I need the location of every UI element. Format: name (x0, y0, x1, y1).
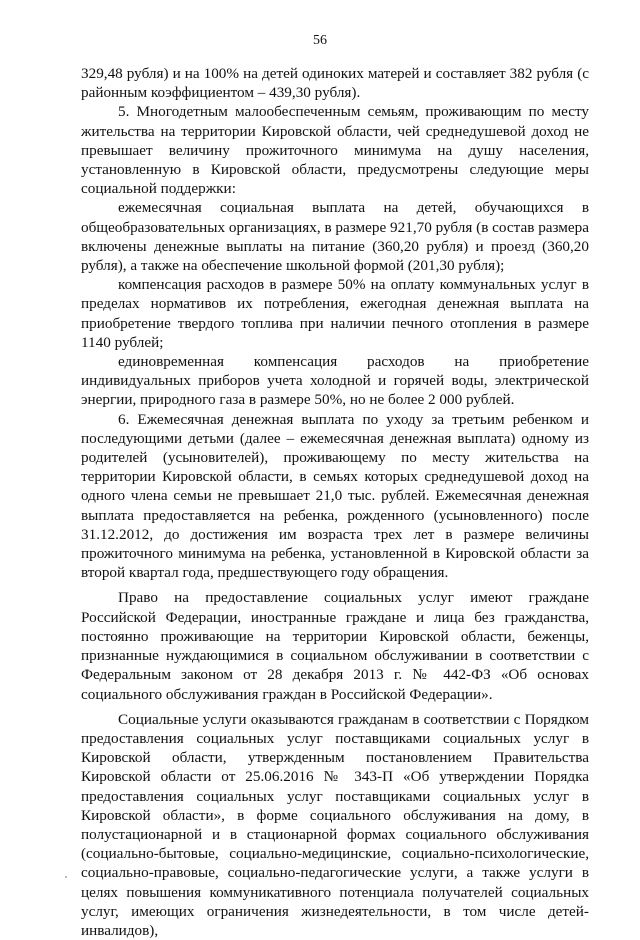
paragraph-item-5: 5. Многодетным малообеспеченным семьям, проживающим по месту жительства на территории Кировской области, чей среднедушевой доход не превышает величину прожиточного минимума на душу населения, установленную в Кировской области, предусмотрены следующие меры социальной поддержки: (81, 103, 589, 198)
page-number: 56 (313, 33, 327, 48)
scan-speck (65, 876, 67, 878)
paragraph-school-payment: ежемесячная социальная выплата на детей, обучающихся в общеобразовательных организациях, в размере 921,70 рубля (в состав размера включены денежные выплаты на питание (360,20 рубля) и проезд (360,20 рубля), а также на обеспечение школьной формой (201,30 рубля); (81, 199, 589, 275)
paragraph-social-services-right: Право на предоставление социальных услуг имеют граждане Российской Федерации, иностранные граждане и лица без гражданства, постоянно проживающие на территории Кировской области, беженцы, признанные нуждающимися в социальном обслуживании в соответствии с Федеральным законом от 28 декабря 2013 г. № 442-ФЗ «Об основах социального обслуживания граждан в Российской Федерации». (81, 589, 589, 703)
page-body (81, 64, 589, 940)
paragraph-item-6: 6. Ежемесячная денежная выплата по уходу за третьим ребенком и последующими детьми (далее – ежемесячная денежная выплата) одному из родителей (усыновителей), проживающему по месту жительства на территории Кировской области, в семьях которых среднедушевой доход на одного члена семьи не превышает 21,0 тыс. рублей. Ежемесячная денежная выплата предоставляется на ребенка, рожденного (усыновленного) после 31.12.2012, до достижения им возраста трех лет в размере величины прожиточного минимума на ребенка, установленной в Кировской области за второй квартал года, предшествующего году обращения. (81, 410, 589, 582)
paragraph-meters-compensation: единовременная компенсация расходов на приобретение индивидуальных приборов учета холодной и горячей воды, электрической энергии, природного газа в размере 50%, но не более 2 000 рублей. (81, 353, 589, 409)
paragraph-continuation: 329,48 рубля) и на 100% на детей одиноких матерей и составляет 382 рубля (с районным коэффициентом – 439,30 рубля). (81, 65, 589, 102)
paragraph-social-services-procedure: Социальные услуги оказываются гражданам в соответствии с Порядком предоставления социальных услуг поставщиками социальных услуг в Кировской области, утвержденным постановлением Правительства Кировской области от 25.06.2016 № 343-П «Об утверждении Порядка предоставления социальных услуг поставщиками социальных услуг в Кировской области», в форме социального обслуживания на дому, в полустационарной и в стационарной формах социального обслуживания (социально-бытовые, социально-медицинские, социально-психологические, социально-правовые, социально-педагогические услуги, а также услуги в целях повышения коммуникативного потенциала получателей социальных услуг, имеющих ограничения жизнедеятельности, в том числе детей-инвалидов), (81, 710, 589, 939)
paragraph-utilities-compensation: компенсация расходов в размере 50% на оплату коммунальных услуг в пределах нормативов их потребления, ежегодная денежная выплата на приобретение твердого топлива при наличии печного отопления в размере 1140 рублей; (81, 276, 589, 351)
